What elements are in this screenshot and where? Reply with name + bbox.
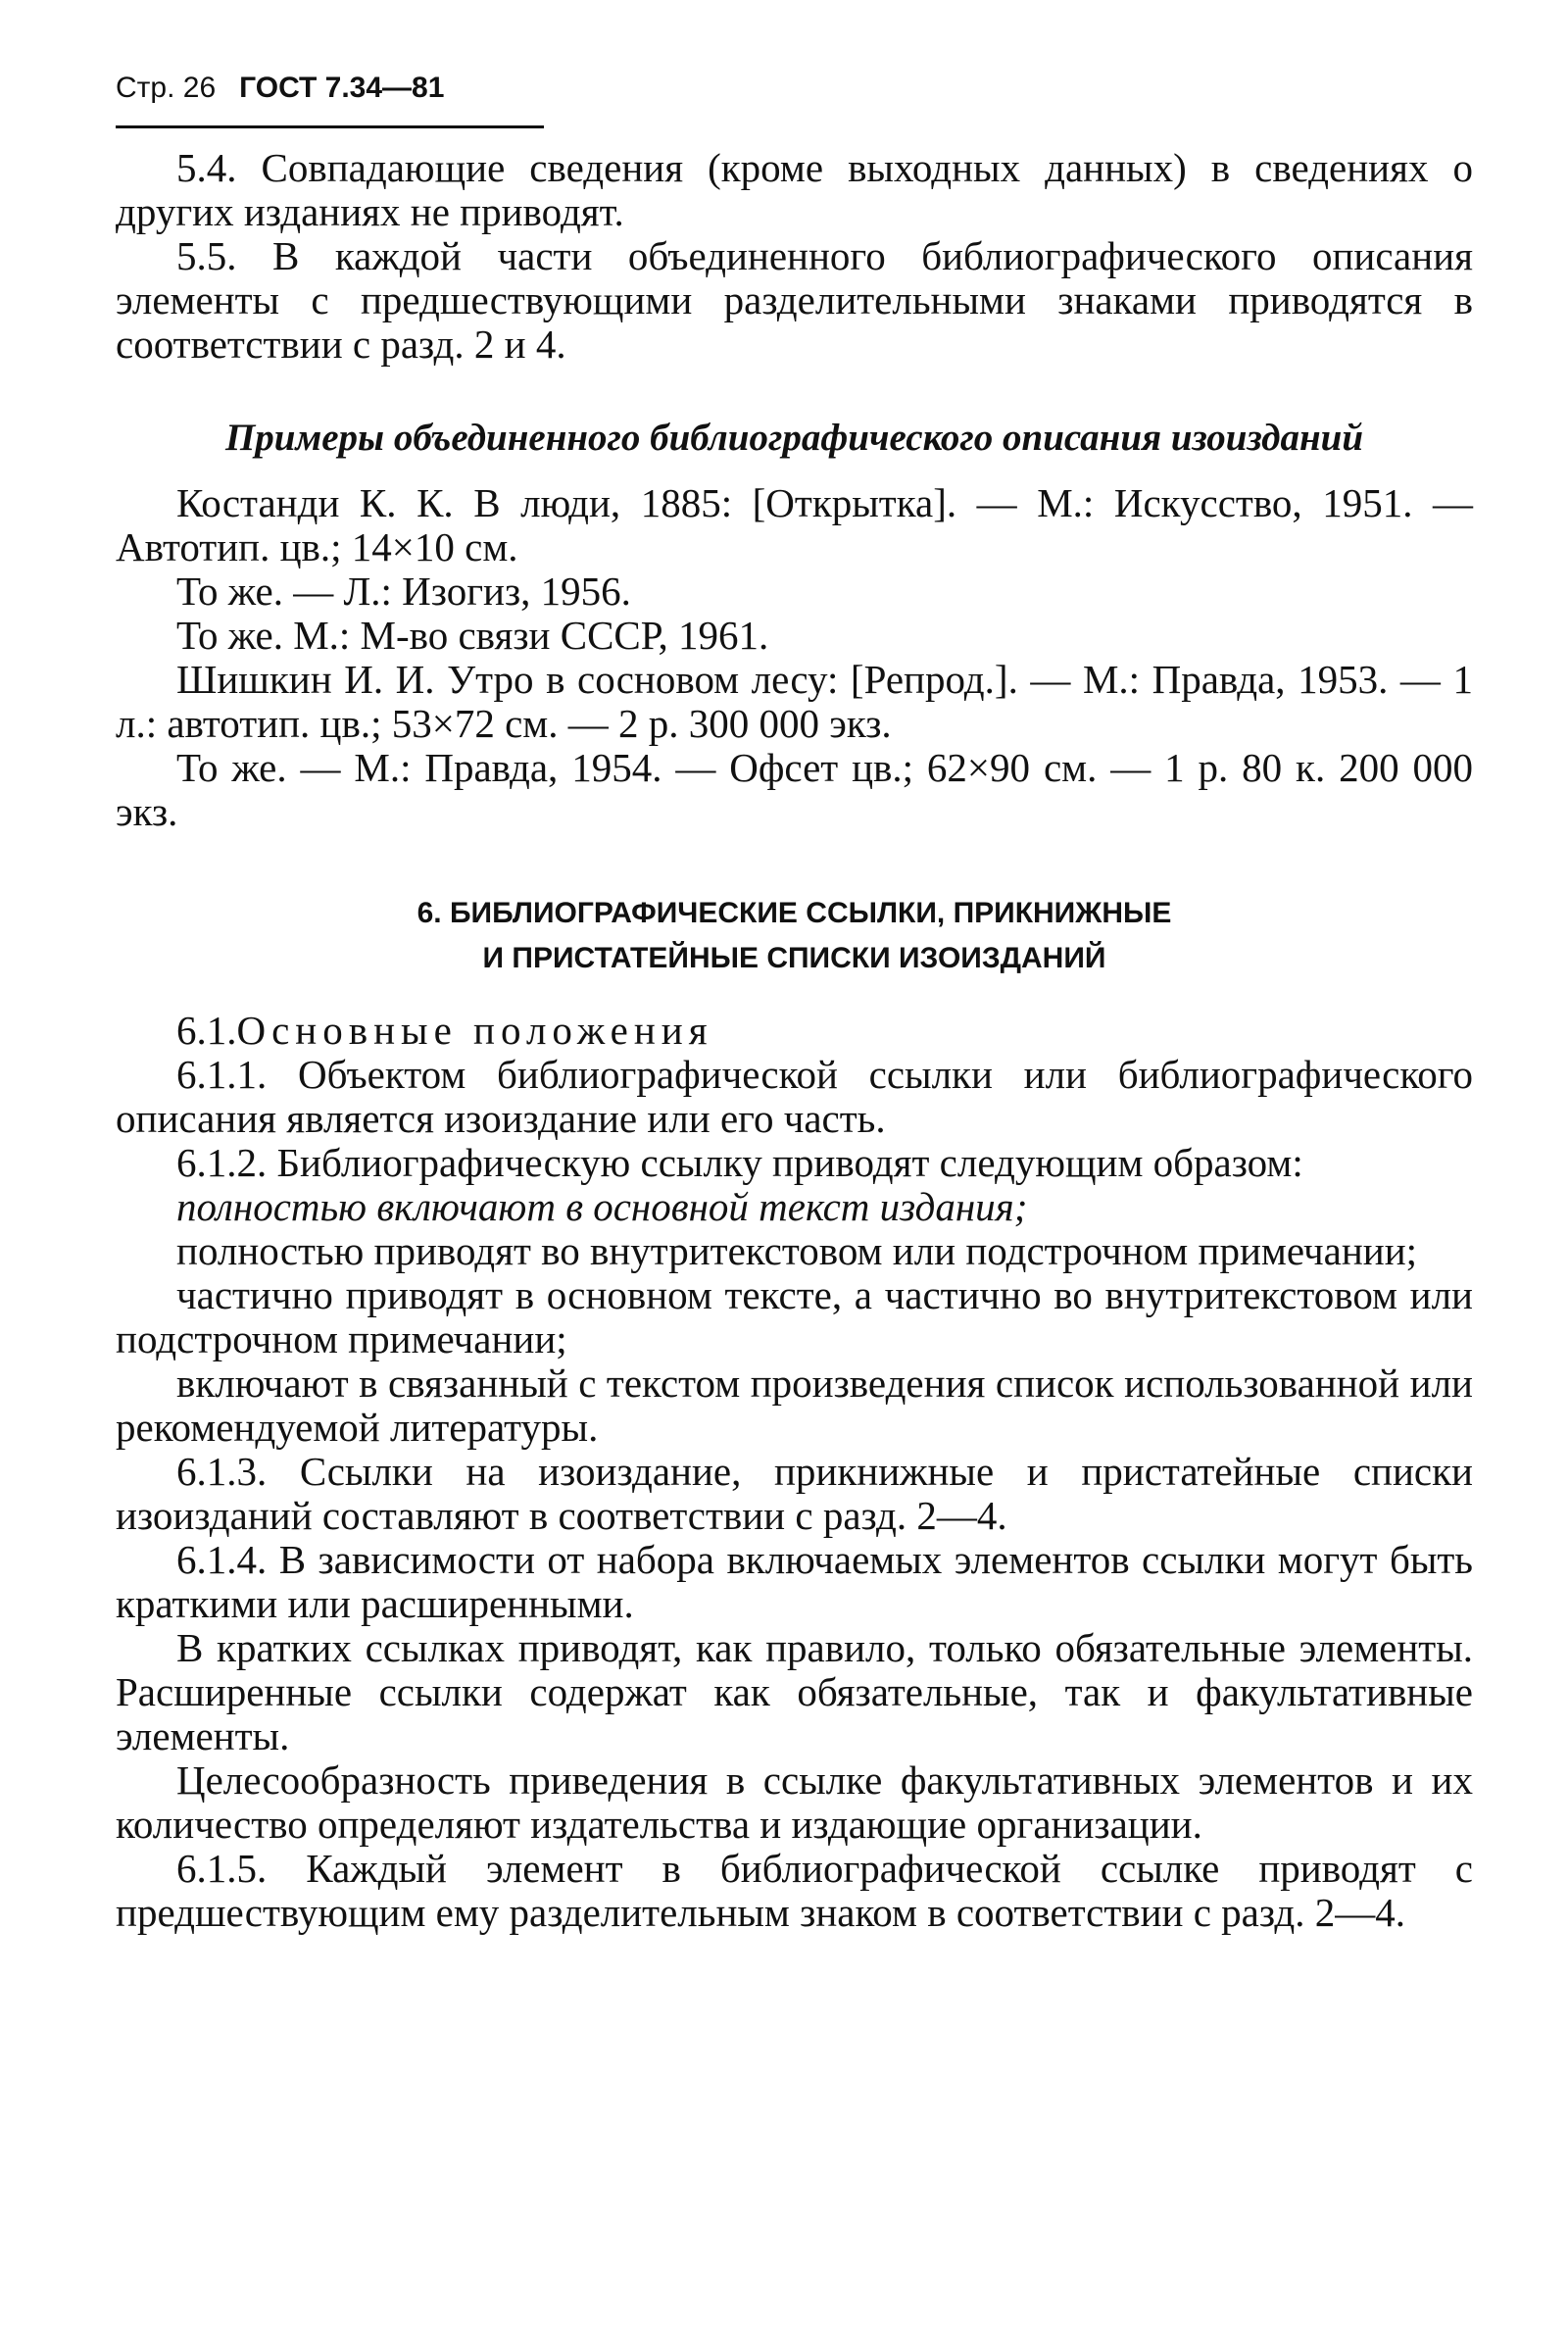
section-6-title — [116, 891, 1473, 981]
example-item: Костанди К. К. В люди, 1885: [Открытка]. — М.: Искусство, 1951. — Автотип. цв.; 14×10 см. — [116, 480, 1473, 569]
running-head — [116, 69, 1473, 108]
subsection-6-1-heading — [116, 1009, 1473, 1053]
example-item: Шишкин И. И. Утро в сосновом лесу: [Репрод.]. — М.: Правда, 1953. — 1 л.: автотип. цв.; 53×72 см. — 2 р. 300 000 экз. — [116, 657, 1473, 746]
paragraph-6-1-5: 6.1.5. Каждый элемент в библиографической ссылке приводят с предшествующим ему разделительным знаком в соответствии с разд. 2—4. — [116, 1846, 1473, 1935]
paragraph-5-5: 5.5. В каждой части объединенного библиографического описания элементы с предшествующими разделительными знаками приводятся в соответствии с разд. 2 и 4. — [116, 233, 1473, 367]
paragraph-5-4: 5.4. Совпадающие сведения (кроме выходных данных) в сведениях о других изданиях не приводят. — [116, 145, 1473, 234]
page-number: Стр. 26 — [116, 72, 217, 104]
example-item: То же. М.: М-во связи СССР, 1961. — [176, 613, 769, 658]
example-item: То же. — М.: Правда, 1954. — Офсет цв.; 62×90 см. — 1 р. 80 к. 200 000 экз. — [116, 745, 1473, 834]
paragraph-6-1-4-optional: Целесообразность приведения в ссылке факультативных элементов и их количество определяют издательства и издающие организации. — [116, 1757, 1473, 1847]
subsection-title: Основные положения — [236, 1008, 713, 1053]
list-item: частично приводят в основном тексте, а частично во внутритекстовом или подстрочном примечании; — [116, 1272, 1473, 1361]
paragraph-6-1-3: 6.1.3. Ссылки на изоиздание, прикнижные и пристатейные списки изоизданий составляют в соответствии с разд. 2—4. — [116, 1449, 1473, 1538]
list-item: полностью приводят во внутритекстовом или подстрочном примечании; — [176, 1228, 1418, 1273]
paragraph-6-1-4: 6.1.4. В зависимости от набора включаемых элементов ссылки могут быть краткими или расширенными. — [116, 1537, 1473, 1626]
subsection-number: 6.1. — [176, 1008, 237, 1053]
list-item: полностью включают в основной текст издания; — [176, 1184, 1028, 1229]
standard-number: ГОСТ 7.34—81 — [239, 72, 445, 104]
document-page — [116, 69, 1473, 1935]
section-6-title-line1: 6. БИБЛИОГРАФИЧЕСКИЕ ССЫЛКИ, ПРИКНИЖНЫЕ — [416, 897, 1172, 929]
example-item: То же. — Л.: Изогиз, 1956. — [176, 569, 631, 614]
list-item: включают в связанный с текстом произведения список использованной или рекомендуемой литературы. — [116, 1360, 1473, 1450]
examples-heading: Примеры объединенного библиографического описания изоизданий — [224, 417, 1364, 459]
header-rule — [116, 125, 544, 128]
paragraph-6-1-4-short-refs: В кратких ссылках приводят, как правило, только обязательные элементы. Расширенные ссылки содержат как обязательные, так и факультативные элементы. — [116, 1625, 1473, 1758]
paragraph-6-1-2: 6.1.2. Библиографическую ссылку приводят следующим образом: — [176, 1140, 1303, 1185]
section-6-title-line2: И ПРИСТАТЕЙНЫЕ СПИСКИ ИЗОИЗДАНИЙ — [482, 942, 1106, 974]
paragraph-6-1-1: 6.1.1. Объектом библиографической ссылки или библиографического описания является изоиздание или его часть. — [116, 1052, 1473, 1141]
